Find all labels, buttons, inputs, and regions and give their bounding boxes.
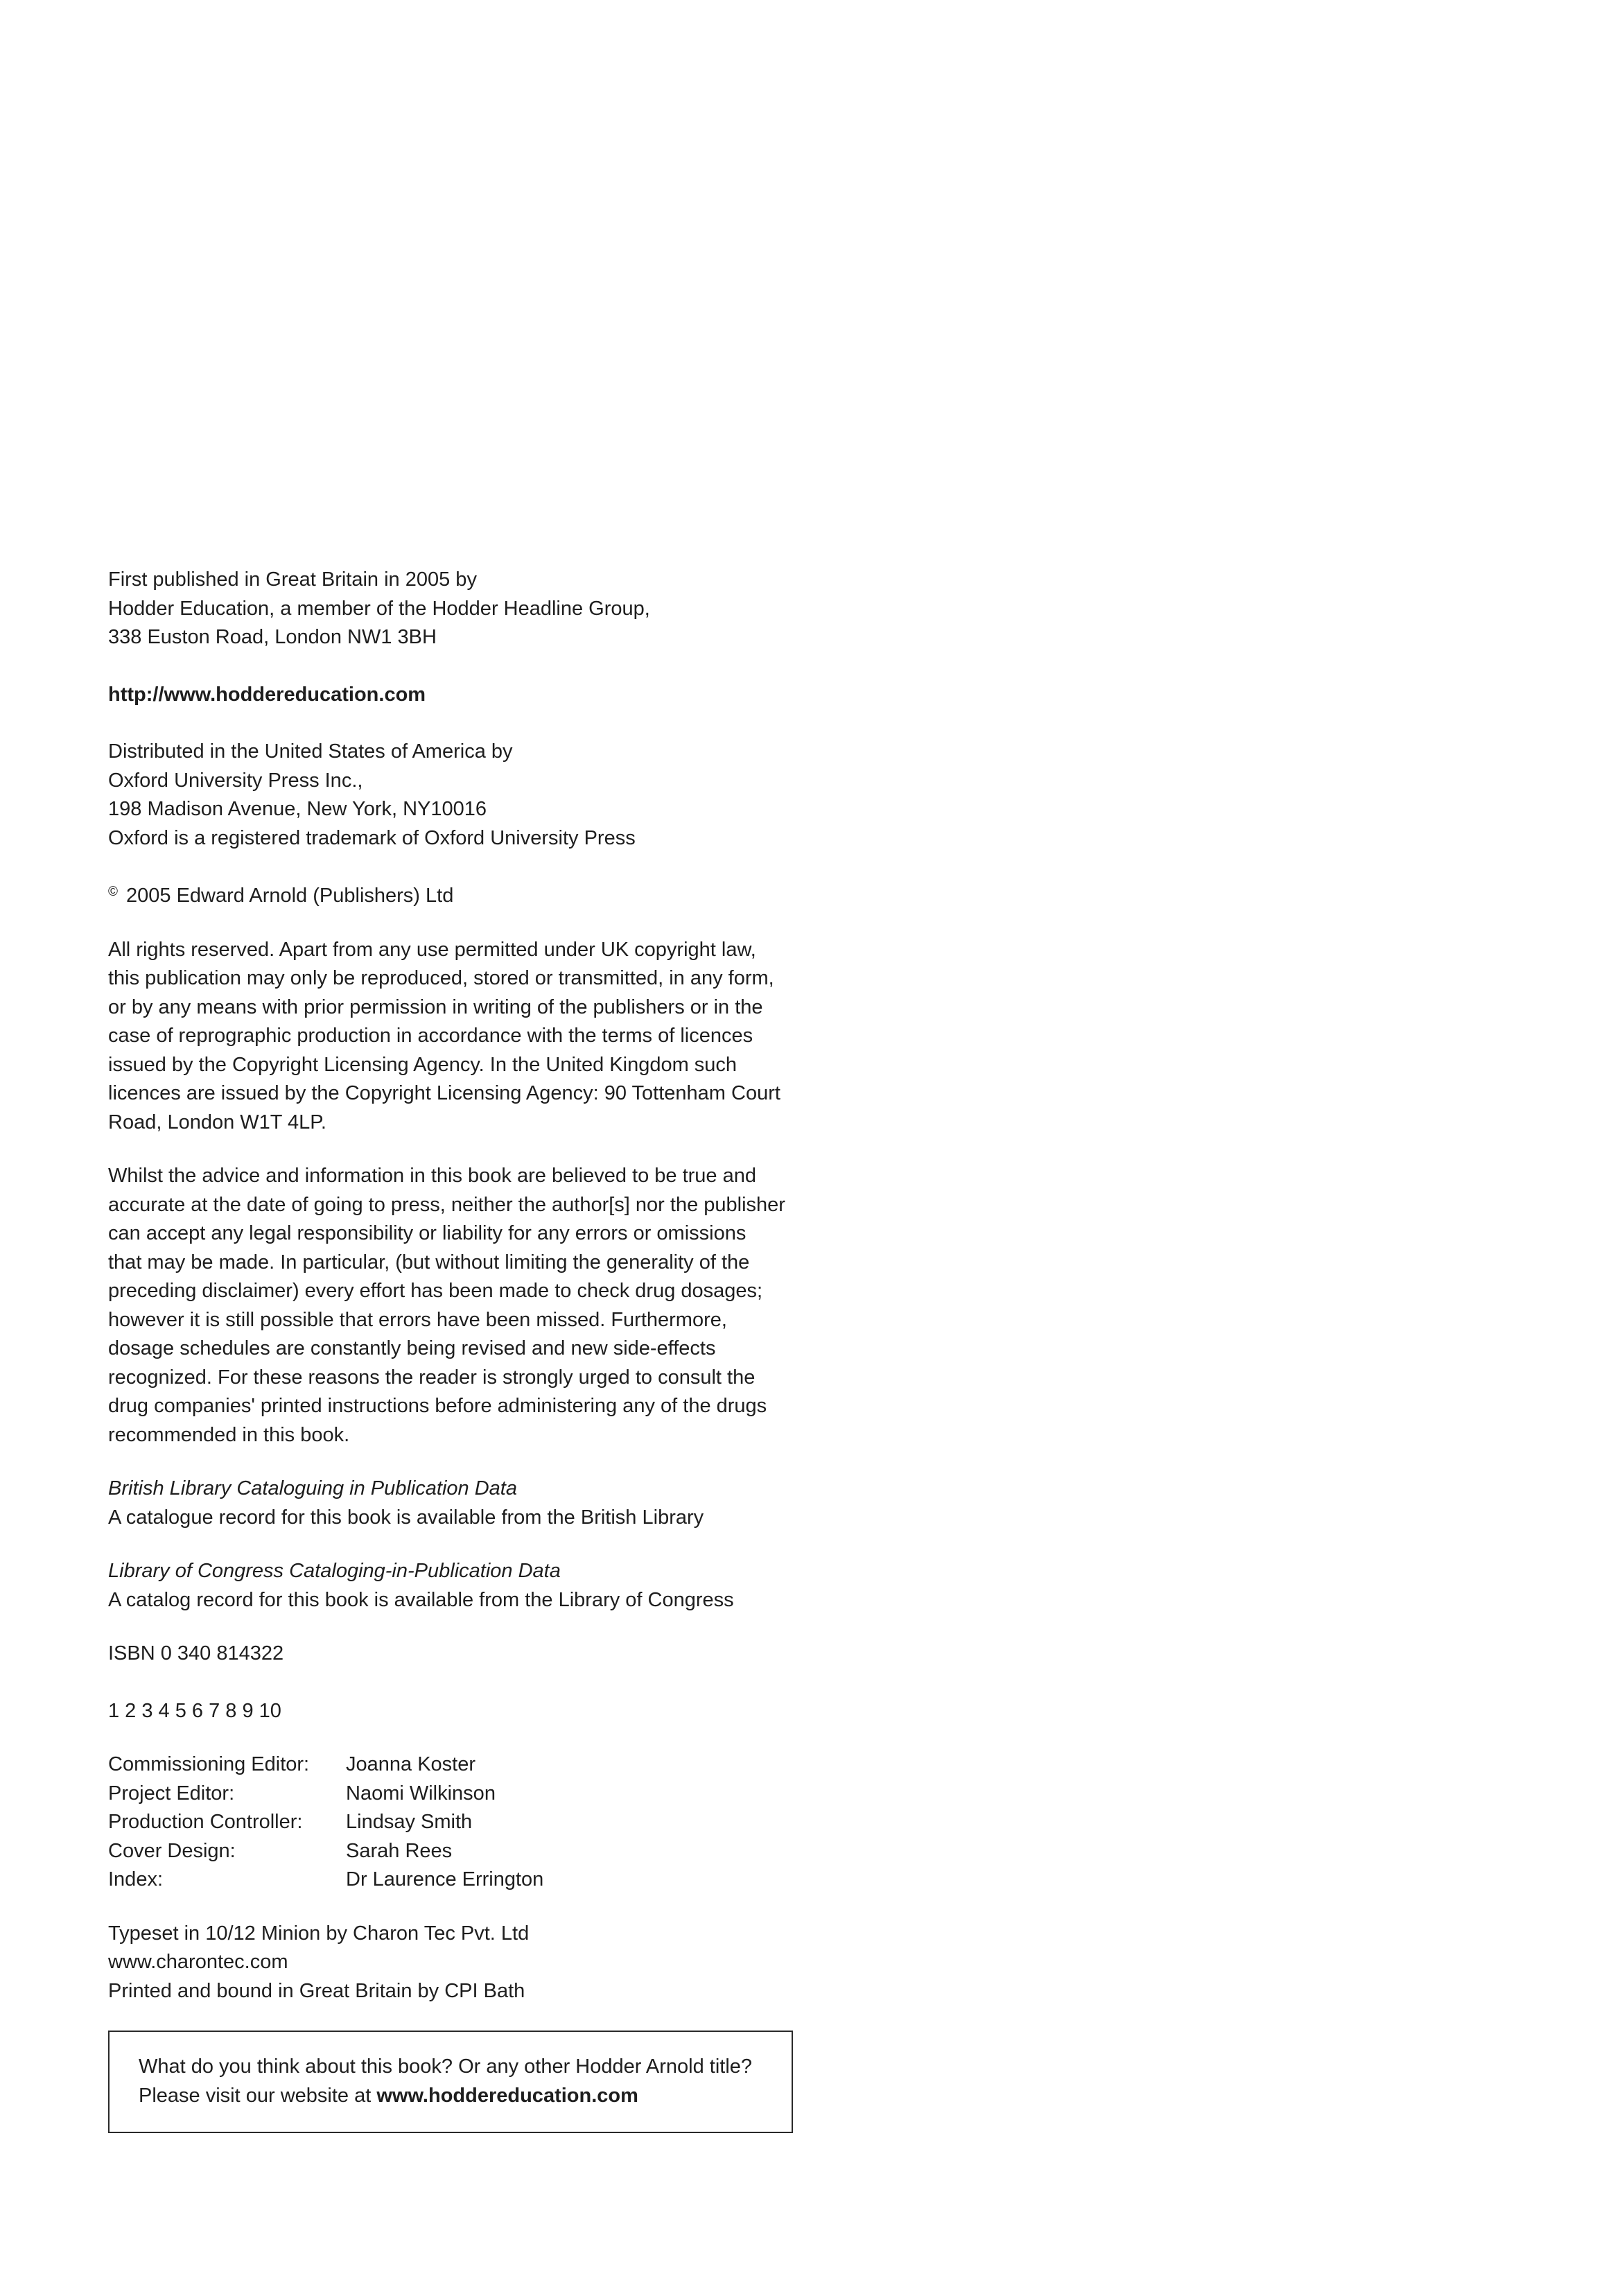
disclaimer-line: drug companies' printed instructions before administering any of the drugs <box>108 1395 767 1417</box>
rights-line: case of reprographic production in accordance with the terms of licences <box>108 1025 753 1047</box>
library-of-congress-heading: Library of Congress Cataloging-in-Publication Data <box>108 1560 561 1582</box>
credit-name: Dr Laurence Errington <box>346 1868 544 1890</box>
credit-name: Joanna Koster <box>346 1753 476 1775</box>
disclaimer-line: Whilst the advice and information in this book are believed to be true and <box>108 1165 756 1187</box>
copyright-symbol-icon: © <box>108 885 118 899</box>
typesetter-website-link[interactable]: www.charontec.com <box>108 1951 288 1973</box>
credit-name: Naomi Wilkinson <box>346 1782 496 1805</box>
distribution-line: Oxford is a registered trademark of Oxford University Press <box>108 826 636 849</box>
library-of-congress-text: A catalog record for this book is available from the Library of Congress <box>108 1588 734 1611</box>
credit-role: Cover Design: <box>108 1839 236 1862</box>
print-line: 1 2 3 4 5 6 7 8 9 10 <box>108 1699 281 1722</box>
british-library-data <box>108 1475 836 1532</box>
rights-line: this publication may only be reproduced, stored or transmitted, in any form, <box>108 967 774 989</box>
feedback-box <box>108 2031 793 2133</box>
credit-role: Commissioning Editor: <box>108 1753 310 1775</box>
typeset-line: Printed and bound in Great Britain by CPI Bath <box>108 1979 525 2002</box>
disclaimer-line: recognized. For these reasons the reader is strongly urged to consult the <box>108 1366 756 1389</box>
rights-line: issued by the Copyright Licensing Agency. In the United Kingdom such <box>108 1053 737 1076</box>
publication-info <box>108 566 836 652</box>
feedback-question: What do you think about this book? Or any other Hodder Arnold title? <box>139 2055 753 2078</box>
credit-name: Lindsay Smith <box>346 1811 473 1833</box>
feedback-invite <box>139 2082 792 2111</box>
distribution-line: Distributed in the United States of America by <box>108 740 513 763</box>
disclaimer-line: can accept any legal responsibility or liability for any errors or omissions <box>108 1222 746 1244</box>
credit-name: Sarah Rees <box>346 1839 453 1862</box>
disclaimer-line: dosage schedules are constantly being revised and new side-effects <box>108 1337 716 1359</box>
disclaimer-paragraph <box>108 1162 836 1450</box>
typeset-line: Typeset in 10/12 Minion by Charon Tec Pvt. Ltd <box>108 1922 530 1945</box>
british-library-text: A catalogue record for this book is available from the British Library <box>108 1506 704 1529</box>
distribution-line: 198 Madison Avenue, New York, NY10016 <box>108 798 487 820</box>
feedback-website-link[interactable]: www.hoddereducation.com <box>376 2084 638 2107</box>
typeset-info <box>108 1920 836 2006</box>
credit-role: Project Editor: <box>108 1782 235 1805</box>
publication-line: First published in Great Britain in 2005 by <box>108 568 477 591</box>
rights-line: Road, London W1T 4LP. <box>108 1111 326 1133</box>
rights-line: All rights reserved. Apart from any use permitted under UK copyright law, <box>108 938 756 961</box>
rights-line: or by any means with prior permission in writing of the publishers or in the <box>108 996 763 1018</box>
publisher-website-link[interactable]: http://www.hoddereducation.com <box>108 683 426 706</box>
disclaimer-line: that may be made. In particular, (but without limiting the generality of the <box>108 1251 750 1273</box>
disclaimer-line: recommended in this book. <box>108 1423 350 1446</box>
disclaimer-line: however it is still possible that errors have been missed. Furthermore, <box>108 1308 727 1331</box>
british-library-heading: British Library Cataloguing in Publication Data <box>108 1477 517 1499</box>
publication-line: Hodder Education, a member of the Hodder Headline Group, <box>108 597 650 620</box>
distribution-line: Oxford University Press Inc., <box>108 769 363 792</box>
distribution-info <box>108 738 836 853</box>
credit-role: Production Controller: <box>108 1811 303 1833</box>
copyright-notice <box>108 878 836 911</box>
library-of-congress-data <box>108 1557 836 1615</box>
credits-list <box>108 1750 836 1895</box>
feedback-invite-text: Please visit our website at <box>139 2084 377 2107</box>
credit-role: Index: <box>108 1868 163 1890</box>
copyright-page <box>108 566 836 2006</box>
rights-line: licences are issued by the Copyright Licensing Agency: 90 Tottenham Court <box>108 1082 780 1104</box>
publication-line: 338 Euston Road, London NW1 3BH <box>108 626 437 648</box>
disclaimer-line: preceding disclaimer) every effort has been made to check drug dosages; <box>108 1280 763 1302</box>
rights-paragraph <box>108 936 836 1138</box>
copyright-text: 2005 Edward Arnold (Publishers) Ltd <box>126 885 454 907</box>
isbn: ISBN 0 340 814322 <box>108 1642 284 1664</box>
disclaimer-line: accurate at the date of going to press, neither the author[s] nor the publisher <box>108 1193 785 1216</box>
